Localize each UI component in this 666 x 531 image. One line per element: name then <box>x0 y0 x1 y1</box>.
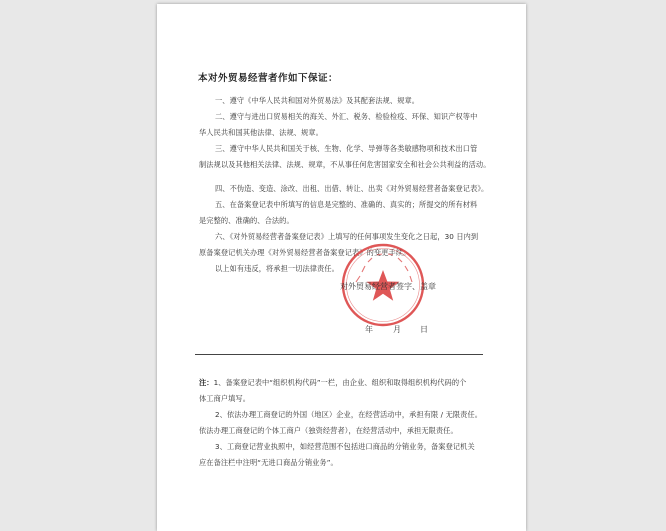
date-day: 日 <box>420 325 428 334</box>
section-divider <box>195 354 483 355</box>
clause-4: 四、不伪造、变造、涂改、出租、出借、转让、出卖《对外贸易经营者备案登记表》。 <box>215 184 489 193</box>
clause-2-line-1: 二、遵守与进出口贸易相关的海关、外汇、税务、检验检疫、环保、知识产权等中 <box>215 112 478 121</box>
clause-5-line-1: 五、在备案登记表中所填写的信息是完整的、准确的、真实的；所提交的所有材料 <box>215 200 478 209</box>
clause-1: 一、遵守《中华人民共和国对外贸易法》及其配套法规、规章。 <box>215 96 420 105</box>
clause-6-line-1: 六、《对外贸易经营者备案登记表》上填写的任何事项发生变化之日起，30 日内到 <box>215 232 479 241</box>
date-month: 月 <box>393 325 401 334</box>
signature-line: 对外贸易经营者签字、盖章 <box>340 282 436 291</box>
notes-label: 注： <box>199 378 214 387</box>
clause-3-line-2: 制法规以及其他相关法律、法规、规章，不从事任何危害国家安全和社会公共利益的活动。 <box>199 160 491 169</box>
clause-6-line-2: 原备案登记机关办理《对外贸易经营者备案登记表》的变更手续。 <box>199 248 411 257</box>
note-line-2: 体工商户填写。 <box>199 394 251 403</box>
date-year: 年 <box>365 325 373 334</box>
note-line-5: 3、工商登记营业执照中，如经营范围不包括进口商品的分销业务，备案登记机关 <box>215 442 475 451</box>
clause-2-line-2: 华人民共和国其他法律、法规、规章。 <box>199 128 323 137</box>
note-line-6: 应在备注栏中注明“无进口商品分销业务”。 <box>199 458 338 467</box>
note-line-4: 依法办理工商登记的个体工商户（独资经营者），在经营活动中，承担无限责任。 <box>199 426 458 435</box>
document-page <box>157 4 526 531</box>
liability-statement: 以上如有违反，将承担一切法律责任。 <box>215 264 339 273</box>
note-line-1: 注：1、备案登记表中“组织机构代码”一栏，由企业、组织和取得组织机构代码的个 <box>199 378 467 387</box>
declaration-heading: 本对外贸易经营者作如下保证： <box>198 73 339 84</box>
note-line-3: 2、依法办理工商登记的外国（地区）企业，在经营活动中，承担有限 / 无限责任。 <box>215 410 483 419</box>
clause-3-line-1: 三、遵守中华人民共和国关于核、生物、化学、导弹等各类敏感物项和技术出口管 <box>215 144 478 153</box>
clause-5-line-2: 是完整的、准确的、合法的。 <box>199 216 294 225</box>
